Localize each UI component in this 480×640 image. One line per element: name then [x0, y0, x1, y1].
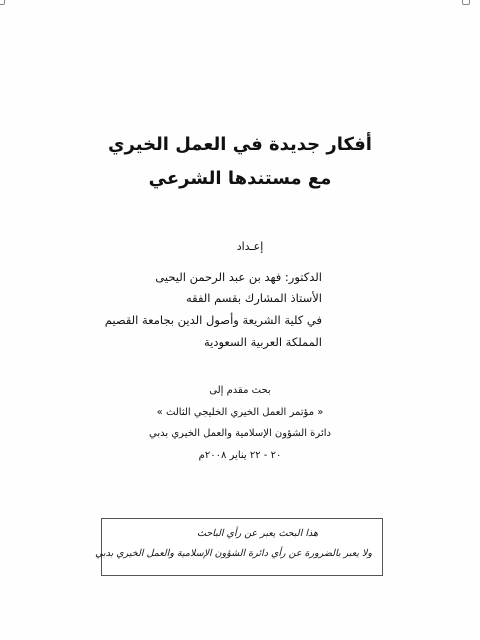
disclaimer-box [95, 518, 383, 576]
scan-corner-mark [0, 0, 5, 5]
presented-label: بحث مقدم إلى [209, 385, 271, 396]
conference-name: « مؤتمر العمل الخيري الخليجي الثالث » [156, 407, 324, 418]
preparation-label: إعـداد [236, 240, 264, 253]
author-position: الأستاذ المشارك بقسم الفقه [185, 291, 322, 305]
author-college: في كلية الشريعة وأصول الدين بجامعة القصيم [104, 313, 322, 327]
author-name: الدكتور: فهد بن عبد الرحمن اليحيى [155, 270, 322, 284]
conference-date: ٢٠ - ٢٢ يناير ٢٠٠٨م [198, 450, 282, 461]
scan-corner-mark [462, 0, 470, 5]
title-line-1: أفكار جديدة في العمل الخيري [108, 134, 372, 155]
disclaimer-line-2: ولا يعبر بالضرورة عن رأي دائرة الشؤون الإسلامية والعمل الخيري بدبي [95, 548, 372, 559]
organizer-name: دائرة الشؤون الإسلامية والعمل الخيري بدبي [149, 428, 331, 439]
disclaimer-line-1: هذا البحث يعبر عن رأي الباحث [197, 528, 318, 539]
title-line-2: مع مستندها الشرعي [148, 168, 332, 189]
author-country: المملكة العربية السعودية [204, 335, 322, 349]
